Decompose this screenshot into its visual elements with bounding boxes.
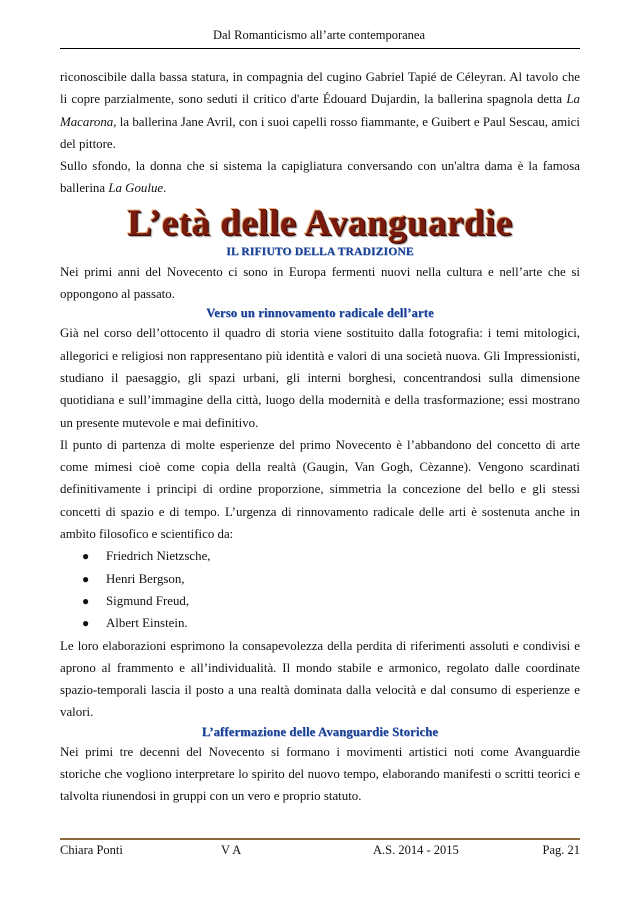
bullet-list xyxy=(60,545,580,634)
footer-author: Chiara Ponti xyxy=(60,843,123,857)
bullet-icon: ● xyxy=(82,549,90,564)
running-header: Dal Romanticismo all’arte contemporanea xyxy=(212,28,426,42)
body-text xyxy=(60,66,580,808)
subheading: Verso un rinnovamento radicale dell’arte xyxy=(206,306,434,321)
list-item xyxy=(60,545,580,567)
paragraph: Nei primi tre decenni del Novecento si formano i movimenti artistici noti come Avanguardie storiche che vogliono interpretare lo spirito del nuovo tempo, elaborando manifesti o scritti teorici e talvolta riunendosi in gruppi con un vero e proprio statuto. xyxy=(60,744,580,804)
intro-text: . xyxy=(163,181,167,196)
paragraph: Nei primi anni del Novecento ci sono in Europa fermenti nuovi nella cultura e nell’arte che si oppongono al passato. xyxy=(60,264,580,302)
footer-rule xyxy=(60,838,580,840)
paragraph: Il punto di partenza di molte esperienze del primo Novecento è l’abbandono del concetto di arte come mimesi cioè come copia della realtà (Gaugin, Van Gogh, Cèzanne). Vengono scardinati definitivamente i principi di ordine proporzione, simmetria la concezione del bello e gli stessi concetti di spazio e di tempo. L’urgenza di rinnovamento radicale delle arti è sostenuta anche in ambito filosofico e scientifico da: xyxy=(60,437,580,542)
list-item xyxy=(60,568,580,590)
subheading: L’affermazione delle Avanguardie Storiche xyxy=(201,724,439,739)
list-item-text: Albert Einstein. xyxy=(106,616,188,631)
section-subtitle: IL RIFIUTO DELLA TRADIZIONE xyxy=(226,245,414,258)
list-item-text: Sigmund Freud, xyxy=(106,593,190,608)
footer-page-number: Pag. 21 xyxy=(542,843,580,857)
footer-class: V A xyxy=(221,843,242,857)
header-rule xyxy=(60,48,580,49)
list-item-text: Henri Bergson, xyxy=(106,571,185,586)
intro-text: Sullo sfondo, la donna che si sistema la capigliatura conversando con un'altra dama è la famosa ballerina xyxy=(60,159,580,196)
paragraph: Le loro elaborazioni esprimono la consapevolezza della perdita di riferimenti assoluti e condivisi e aprono al frammento e all’individualità. Il mondo stabile e armonico, regolato dalle coordinate spazio-temporali lascia il posto a una realtà dominata dalla velocità e dal consumo di esperienze e valori. xyxy=(60,638,580,720)
bullet-icon: ● xyxy=(82,593,90,608)
intro-emphasis: La Macarona xyxy=(60,92,580,129)
intro-paragraph-2 xyxy=(60,155,580,200)
intro-emphasis: La Goulue xyxy=(108,181,164,196)
list-item xyxy=(60,590,580,612)
bullet-icon: ● xyxy=(82,616,90,631)
list-item-text: Friedrich Nietzsche, xyxy=(106,549,211,564)
intro-text: riconoscibile dalla bassa statura, in compagnia del cugino Gabriel Tapié de Céleyran. Al tavolo che li copre parzialmente, sono seduti il critico d'arte Édouard Dujardin, la ballerina spagnola detta xyxy=(60,70,580,107)
footer-year: A.S. 2014 - 2015 xyxy=(373,843,459,857)
paragraph: Già nel corso dell’ottocento il quadro di storia viene sostituito dalla fotografia: i temi mitologici, allegorici e religiosi non rappresentano più identità e valori di una società nuova. Gli Impressionisti, studiano il paesaggio, gli spazi urbani, gli interni borghesi, concentrandosi sulla dimensione quotidiana e sull’immagine della città, luogo della modernità e della trasformazione; essi mostrano un presente mutevole e mai definitivo. xyxy=(60,326,580,430)
list-item xyxy=(60,612,580,634)
intro-paragraph-1 xyxy=(60,66,580,155)
intro-text: , la ballerina Jane Avril, con i suoi capelli rosso fiammante, e Guibert e Paul Sescau, amici del pittore. xyxy=(60,114,580,151)
bullet-icon: ● xyxy=(82,571,90,586)
section-title: L’età delle Avanguardie xyxy=(127,202,513,244)
